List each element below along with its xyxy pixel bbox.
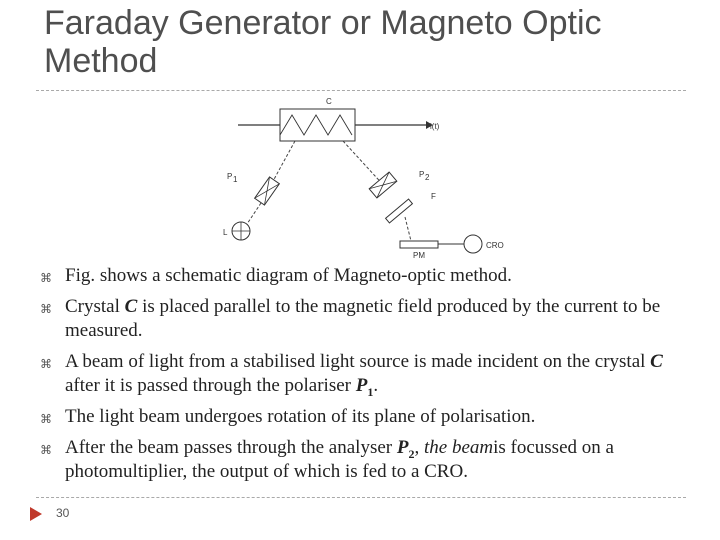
crystal [280,109,355,141]
bullet-text: Crystal [65,296,125,317]
bullet-list [40,264,680,491]
page-number: 30 [56,506,70,520]
bullet-text: After the beam passes through the analyser [65,437,397,458]
polariser-p1 [255,177,280,205]
bullet-item [40,405,680,429]
label-cro: CRO [486,241,504,250]
photomultiplier [400,241,438,248]
bullet-text: 2 [408,446,415,461]
slide-title: Faraday Generator or Magneto Optic Method [44,4,602,80]
bullet-icon: ⌘ [40,357,52,371]
magneto-optic-schematic [215,93,515,263]
bullet-text: . [373,375,379,396]
bullet-text: after it is passed through the polariser [65,375,356,396]
bullet-text: A beam of light from a stabilised light source is made incident on the crystal [65,351,651,372]
bullet-text: The light beam undergoes rotation of its plane of polarisation. [65,406,536,427]
bullet-text: Fig. shows a schematic diagram of Magneto-optic method. [65,265,512,286]
label-current: i(t) [430,122,440,131]
label-source: L [223,228,228,237]
bullet-text: P [396,437,409,458]
bullet-icon: ⌘ [40,271,52,285]
focus-beam [405,217,411,241]
bullet-text: the beam [423,437,494,458]
footer-divider [36,497,686,498]
triangle-right-icon [30,507,42,521]
label-pm: PM [413,251,425,260]
label-filter: F [431,192,436,201]
bullet-icon: ⌘ [40,412,52,426]
bullet-text: , [414,437,424,458]
bullet-text: is placed parallel to the magnetic field produced by the current to be measured. [65,296,661,341]
label-p2-sub: 2 [425,173,430,182]
bullet-item [40,436,680,484]
cro-icon [464,235,482,253]
bullet-text: P [355,375,368,396]
analyser-p2 [369,172,397,198]
title-divider [36,90,686,91]
bullet-text: C [124,296,138,317]
bullet-icon: ⌘ [40,443,52,457]
bullet-text: 1 [367,384,374,399]
label-crystal: C [326,97,332,106]
bullet-text: C [650,351,663,372]
filter-f [386,199,413,223]
bullet-text: is focussed on a photomultiplier, the output of which is fed to a CRO. [65,437,614,482]
bullet-item [40,264,680,288]
label-p1-sub: 1 [233,175,238,184]
label-p1: P [227,172,233,181]
bullet-item [40,295,680,343]
bullet-icon: ⌘ [40,302,52,316]
label-p2: P [419,170,425,179]
bullet-item [40,350,680,398]
